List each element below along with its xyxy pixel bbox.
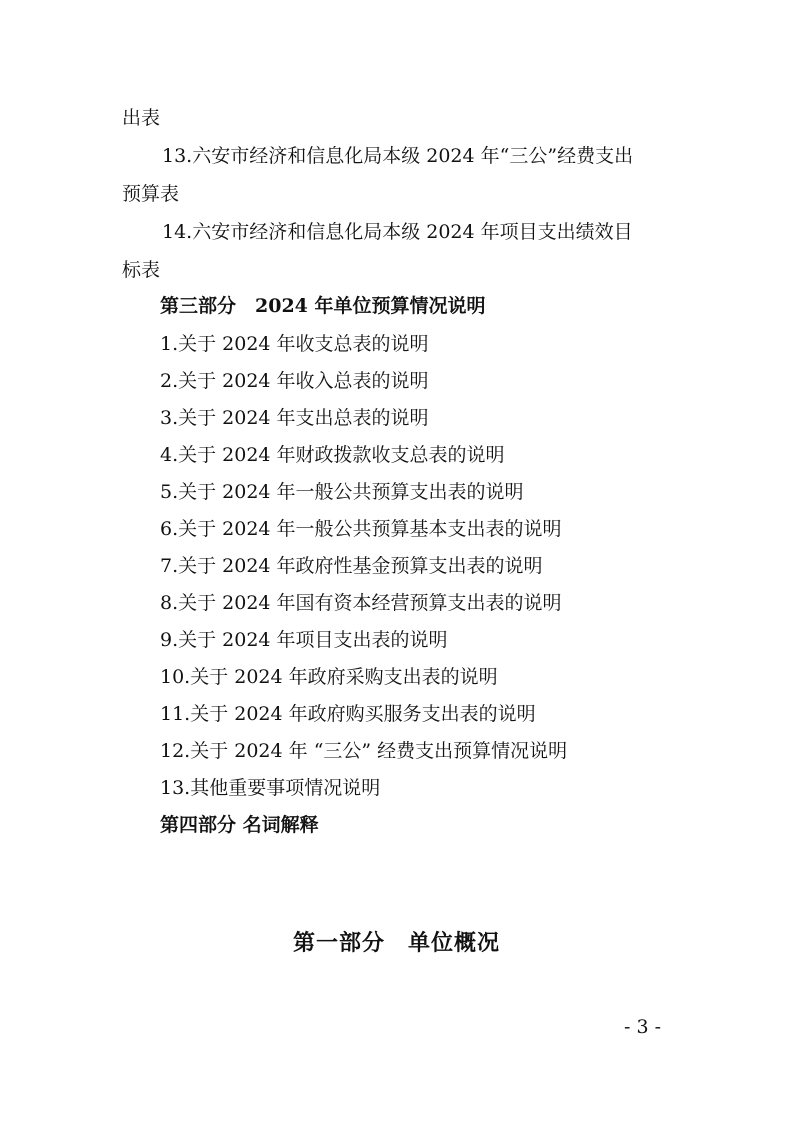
toc-part3-item: 4.关于 2024 年财政拨款收支总表的说明: [160, 444, 505, 466]
toc-part3-item: 3.关于 2024 年支出总表的说明: [160, 407, 429, 429]
toc-part3-item: 9.关于 2024 年项目支出表的说明: [160, 629, 448, 651]
toc-part3-item: 8.关于 2024 年国有资本经营预算支出表的说明: [160, 592, 562, 614]
toc-part3-item: 12.关于 2024 年 “三公” 经费支出预算情况说明: [160, 740, 568, 762]
page-number: - 3 -: [624, 1016, 662, 1038]
toc-part3-item: 13.其他重要事项情况说明: [160, 777, 381, 799]
chapter-title: 第一部分 单位概况: [292, 931, 500, 956]
toc-item-12-continued: 出表: [122, 107, 161, 129]
toc-item-13: 13.六安市经济和信息化局本级 2024 年“三公”经费支出: [162, 145, 634, 167]
toc-part3-heading: 第三部分 2024 年单位预算情况说明: [160, 295, 486, 317]
toc-part4-heading: 第四部分 名词解释: [160, 814, 319, 836]
toc-part3-item: 10.关于 2024 年政府采购支出表的说明: [160, 666, 498, 688]
toc-part3-item: 1.关于 2024 年收支总表的说明: [160, 333, 429, 355]
toc-item-14-continued: 标表: [122, 259, 161, 281]
toc-part3-item: 5.关于 2024 年一般公共预算支出表的说明: [160, 481, 524, 503]
toc-part3-item: 7.关于 2024 年政府性基金预算支出表的说明: [160, 555, 543, 577]
toc-part3-item: 11.关于 2024 年政府购买服务支出表的说明: [160, 703, 536, 725]
toc-item-14: 14.六安市经济和信息化局本级 2024 年项目支出绩效目: [162, 221, 633, 243]
toc-part3-item: 2.关于 2024 年收入总表的说明: [160, 370, 429, 392]
toc-item-13-continued: 预算表: [122, 183, 180, 205]
toc-part3-item: 6.关于 2024 年一般公共预算基本支出表的说明: [160, 518, 562, 540]
